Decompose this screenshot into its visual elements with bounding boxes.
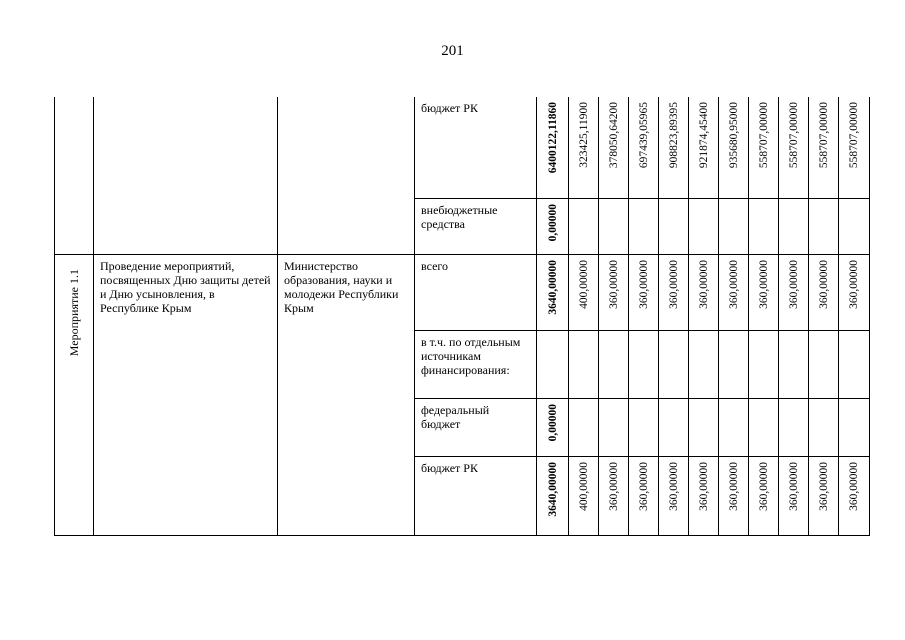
year-value-cell — [689, 198, 719, 254]
year-value: 378050,64200 — [607, 102, 620, 169]
year-value-cell — [809, 398, 839, 456]
year-value-cell — [629, 198, 659, 254]
total-cell — [537, 198, 569, 254]
year-value-cell — [599, 198, 629, 254]
year-value-cell — [809, 254, 839, 330]
year-value-cell — [599, 398, 629, 456]
total-cell — [537, 97, 569, 198]
year-value-cell — [629, 330, 659, 398]
year-value: 921874,45400 — [697, 102, 710, 169]
event-label-cell — [55, 254, 94, 535]
year-value-cell — [719, 198, 749, 254]
year-value-cell — [599, 254, 629, 330]
year-value-cell — [629, 398, 659, 456]
year-value-cell — [659, 456, 689, 535]
year-value-cell — [629, 456, 659, 535]
year-value-cell — [719, 456, 749, 535]
funding-source: в т.ч. по отдельным источникам финансирования: — [421, 334, 521, 377]
event-label: Мероприятие 1.1 — [67, 268, 81, 356]
year-value: 360,00000 — [817, 461, 830, 511]
year-value-cell — [659, 198, 689, 254]
year-value: 360,00000 — [757, 259, 770, 309]
year-value-cell — [779, 198, 809, 254]
event-description: Проведение мероприятий, посвященных Дню защиты детей и Дню усыновления, в Республике Крым — [100, 258, 271, 315]
year-value: 360,00000 — [667, 461, 680, 511]
year-value-cell — [569, 198, 599, 254]
funding-source-cell — [415, 254, 537, 330]
year-value: 400,00000 — [577, 461, 590, 511]
year-value-cell — [839, 330, 870, 398]
year-value-cell — [689, 254, 719, 330]
year-value-cell — [809, 330, 839, 398]
page-number: 201 — [441, 43, 464, 59]
year-value-cell — [779, 254, 809, 330]
funding-source: бюджет РК — [421, 460, 478, 475]
year-value-cell — [719, 97, 749, 198]
year-value-cell — [839, 398, 870, 456]
total-value: 0,00000 — [546, 203, 559, 241]
year-value-cell — [689, 330, 719, 398]
table-row — [55, 254, 870, 330]
year-value-cell — [569, 456, 599, 535]
year-value-cell — [749, 97, 779, 198]
funding-source: федеральный бюджет — [421, 402, 490, 431]
year-value: 558707,00000 — [817, 102, 830, 169]
funding-source: внебюджетные средства — [421, 202, 498, 231]
year-value-cell — [629, 254, 659, 330]
year-value-cell — [689, 97, 719, 198]
year-value-cell — [749, 456, 779, 535]
year-value-cell — [749, 198, 779, 254]
year-value-cell — [749, 398, 779, 456]
year-value: 935680,95000 — [727, 102, 740, 169]
year-value: 360,00000 — [848, 259, 860, 309]
year-value: 360,00000 — [697, 461, 710, 511]
funding-source: бюджет РК — [421, 101, 478, 115]
year-value-cell — [629, 97, 659, 198]
year-value: 558707,00000 — [787, 102, 800, 169]
empty-cell — [55, 97, 94, 254]
year-value: 360,00000 — [727, 461, 740, 511]
year-value: 360,00000 — [817, 259, 830, 309]
year-value-cell — [779, 330, 809, 398]
year-value-cell — [779, 97, 809, 198]
year-value-cell — [719, 330, 749, 398]
year-value-cell — [839, 97, 870, 198]
total-cell — [537, 398, 569, 456]
year-value: 323425,11900 — [577, 102, 590, 168]
year-value: 400,00000 — [577, 259, 590, 309]
year-value-cell — [839, 456, 870, 535]
table-row — [55, 97, 870, 198]
year-value-cell — [569, 97, 599, 198]
total-value: 0,00000 — [546, 403, 559, 441]
year-value-cell — [749, 254, 779, 330]
year-value-cell — [809, 198, 839, 254]
year-value: 908823,89395 — [667, 102, 680, 169]
year-value-cell — [839, 254, 870, 330]
funding-source-cell — [415, 330, 537, 398]
year-value: 558707,00000 — [848, 102, 860, 169]
year-value-cell — [809, 456, 839, 535]
empty-cell — [94, 97, 278, 254]
year-value-cell — [659, 97, 689, 198]
year-value: 360,00000 — [787, 259, 800, 309]
executor-cell — [278, 254, 415, 535]
year-value-cell — [689, 456, 719, 535]
year-value-cell — [749, 330, 779, 398]
total-value: 6400122,11860 — [546, 102, 559, 174]
funding-source: всего — [421, 258, 449, 273]
year-value: 360,00000 — [727, 259, 740, 309]
year-value-cell — [719, 398, 749, 456]
year-value: 360,00000 — [848, 461, 860, 511]
year-value-cell — [689, 398, 719, 456]
total-value: 3640,00000 — [546, 461, 559, 517]
year-value-cell — [809, 97, 839, 198]
year-value: 360,00000 — [637, 461, 650, 511]
year-value-cell — [599, 97, 629, 198]
funding-source-cell — [415, 198, 537, 254]
year-value-cell — [779, 398, 809, 456]
total-cell — [537, 330, 569, 398]
year-value: 360,00000 — [607, 461, 620, 511]
year-value-cell — [569, 398, 599, 456]
total-cell — [537, 254, 569, 330]
year-value: 360,00000 — [757, 461, 770, 511]
event-description-cell — [94, 254, 278, 535]
total-cell — [537, 456, 569, 535]
funding-table — [54, 97, 870, 536]
year-value-cell — [599, 456, 629, 535]
year-value-cell — [659, 398, 689, 456]
funding-source-cell — [415, 456, 537, 535]
year-value-cell — [569, 254, 599, 330]
year-value-cell — [779, 456, 809, 535]
year-value: 360,00000 — [697, 259, 710, 309]
year-value: 697439,05965 — [637, 102, 650, 169]
year-value-cell — [839, 198, 870, 254]
year-value: 360,00000 — [787, 461, 800, 511]
year-value-cell — [719, 254, 749, 330]
year-value-cell — [599, 330, 629, 398]
year-value: 558707,00000 — [757, 102, 770, 169]
funding-source-cell — [415, 97, 537, 198]
total-value: 3640,00000 — [546, 259, 559, 315]
year-value: 360,00000 — [667, 259, 680, 309]
year-value-cell — [569, 330, 599, 398]
empty-cell — [278, 97, 415, 254]
year-value: 360,00000 — [607, 259, 620, 309]
executor: Министерство образования, науки и молодежи Республики Крым — [284, 258, 399, 315]
year-value: 360,00000 — [637, 259, 650, 309]
year-value-cell — [659, 330, 689, 398]
funding-source-cell — [415, 398, 537, 456]
year-value-cell — [659, 254, 689, 330]
